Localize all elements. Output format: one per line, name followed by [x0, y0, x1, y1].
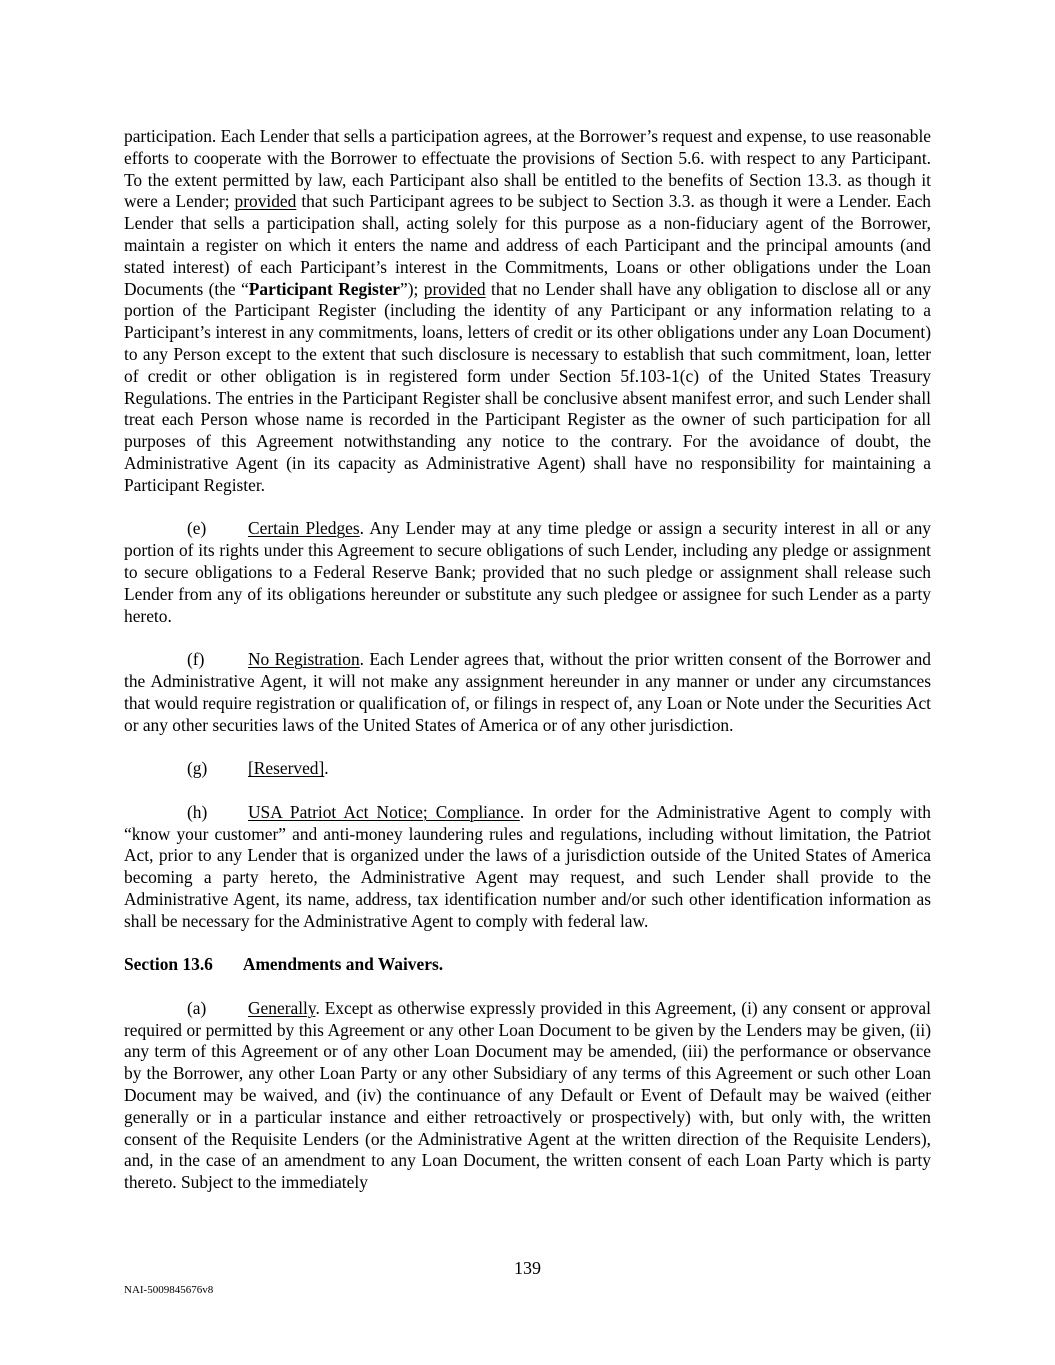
clause-label: (a)	[187, 997, 207, 1018]
clause-heading: Certain Pledges	[248, 518, 360, 539]
clause-label: (g)	[187, 758, 208, 779]
clause-label: (h)	[187, 801, 208, 822]
provided-term: provided	[423, 278, 486, 299]
clause-heading: Generally	[248, 997, 316, 1018]
paragraph-participation: participation. Each Lender that sells a participation agrees, at the Borrower’s request and expense, to use reasonable efforts to cooperate with the Borrower to effectuate the provisions of Section 5.6. with respect to any Participant. To the extent permitted by law, each Participant also shall be entitled to the benefits of Section 13.3. as though it were a Lender; provided that such Participant agrees to be subject to Section 3.3. as though it were a Lender. Each Lender that sells a participation shall, acting solely for this purpose as a non-fiduciary agent of the Borrower, maintain a register on which it enters the name and address of each Participant and the principal amounts (and stated interest) of each Participant’s interest in the Commitments, Loans or other obligations under the Loan Documents (the “Participant Register”); provided that no Lender shall have any obligation to disclose all or any portion of the Participant Register (including the identity of any Participant or any information relating to a Participant’s interest in any commitments, loans, letters of credit or its other obligations under any Loan Document) to any Person except to the extent that such disclosure is necessary to establish that such commitment, loan, letter of credit or other obligation is in registered form under Section 5f.103-1(c) of the United States Treasury Regulations. The entries in the Participant Register shall be conclusive absent manifest error, and such Lender shall treat each Person whose name is recorded in the Participant Register as the owner of such participation for all purposes of this Agreement notwithstanding any notice to the contrary. For the avoidance of doubt, the Administrative Agent (in its capacity as Administrative Agent) shall have no responsibility for maintaining a Participant Register.	[124, 126, 931, 495]
document-body	[124, 126, 931, 1194]
section-title: Amendments and Waivers.	[242, 954, 444, 975]
paragraph-h-patriot-act: (h) USA Patriot Act Notice; Compliance. In order for the Administrative Agent to comply with “know your customer” and anti-money laundering rules and regulations, including without limitation, the Patriot Act, prior to any Lender that is organized under the laws of a jurisdiction outside of the United States of America becoming a party hereto, the Administrative Agent may request, and such Lender shall provide to the Administrative Agent, its name, address, tax identification number and/or such other identification information as shall be necessary for the Administrative Agent to comply with federal law.	[124, 801, 931, 931]
clause-heading: No Registration	[248, 649, 360, 670]
clause-heading: USA Patriot Act Notice; Compliance	[248, 801, 520, 822]
section-heading	[124, 954, 931, 976]
clause-label: (e)	[187, 518, 207, 539]
document-id: NAI-5009845676v8	[124, 1284, 214, 1296]
paragraph-a-generally: (a) Generally. Except as otherwise expressly provided in this Agreement, (i) any consent or approval required or permitted by this Agreement or any other Loan Document to be given by the Lenders may be given, (ii) any term of this Agreement or of any other Loan Document may be amended, (iii) the performance or observance by the Borrower, any other Loan Party or any other Subsidiary of any terms of this Agreement or such other Loan Document may be waived, and (iv) the continuance of any Default or Event of Default may be waived (either generally or in a particular instance and either retroactively or prospectively) with, but only with, the written consent of the Requisite Lenders (or the Administrative Agent at the written direction of the Requisite Lenders), and, in the case of an amendment to any Loan Document, the written consent of each Loan Party which is party thereto. Subject to the immediately	[124, 997, 931, 1193]
participant-register-term: Participant Register	[248, 278, 401, 299]
provided-term: provided	[234, 191, 297, 212]
clause-label: (f)	[187, 649, 205, 670]
paragraph-g-reserved: (g) [Reserved].	[187, 758, 329, 779]
clause-heading: [Reserved]	[248, 758, 325, 779]
section-number: Section 13.6	[124, 954, 213, 975]
paragraph-e-certain-pledges: (e) Certain Pledges. Any Lender may at any time pledge or assign a security interest in all or any portion of its rights under this Agreement to secure obligations of such Lender, including any pledge or assignment to secure obligations to a Federal Reserve Bank; provided that no such pledge or assignment shall release such Lender from any of its obligations hereunder or substitute any such pledgee or assignee for such Lender as a party hereto.	[124, 518, 931, 626]
page-number: 139	[514, 1258, 541, 1278]
paragraph-f-no-registration: (f) No Registration. Each Lender agrees that, without the prior written consent of the Borrower and the Administrative Agent, it will not make any assignment hereunder in any manner or under any circumstances that would require registration or qualification of, or filings in respect of, any Loan or Note under the Securities Act or any other securities laws of the United States of America or of any other jurisdiction.	[124, 649, 931, 735]
